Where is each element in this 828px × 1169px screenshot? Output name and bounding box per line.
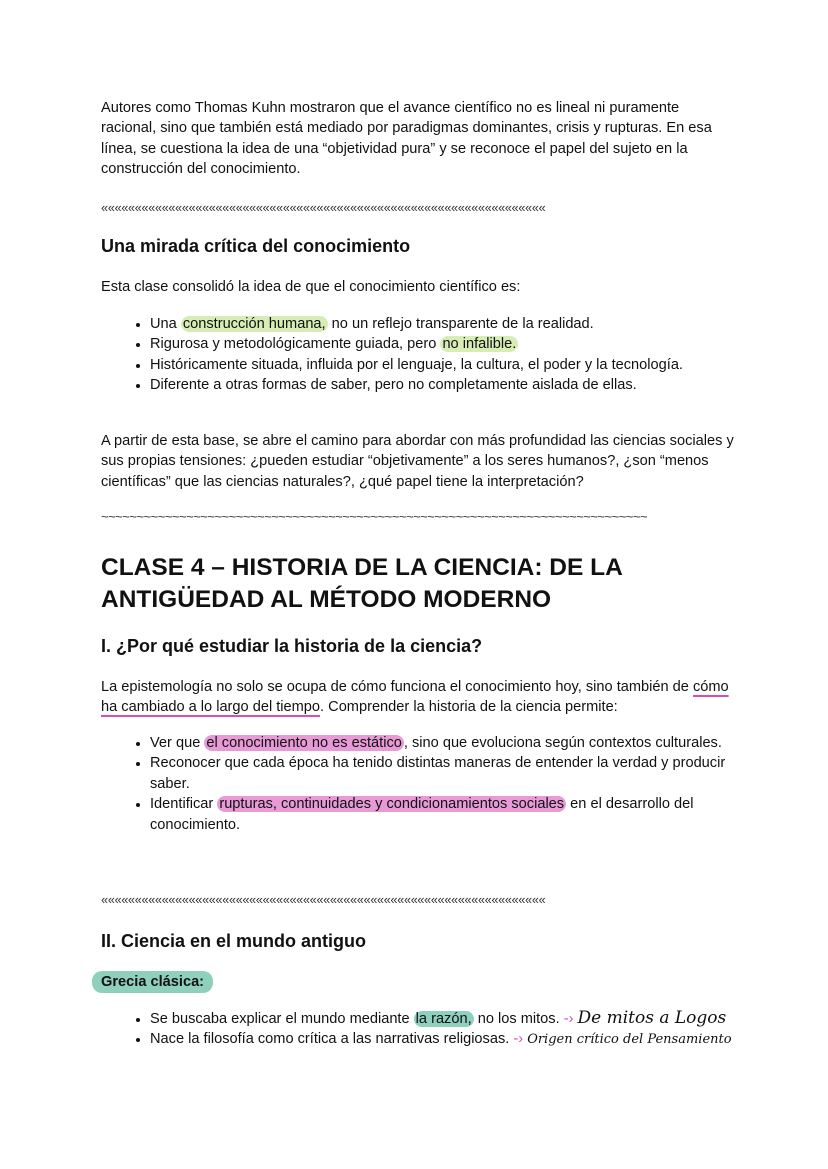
- paragraph: Esta clase consolidó la idea de que el conocimiento científico es:: [101, 279, 521, 295]
- list-item: • Reconocer que cada época ha tenido distintas maneras de entender la verdad y producir saber.: [150, 753, 726, 794]
- text: Se buscaba explicar el mundo mediante: [150, 1011, 414, 1027]
- highlight: el conocimiento no es estático: [206, 735, 402, 751]
- text: en el desarrollo del conocimiento.: [150, 796, 694, 833]
- list-item: [150, 1008, 801, 1029]
- arrow-icon: -›: [513, 1031, 524, 1048]
- separator: ~~~~~~~~~~~~~~~~~~~~~~~~~~~~~~~~~~~~~~~~~~~~~~~~~~~~~~~~~~~~~~~~~~~~~~~~~~~~~: [101, 509, 648, 524]
- text: Una: [150, 316, 181, 332]
- page-title: CLASE 4 – HISTORIA DE LA CIENCIA: DE LA ANTIGÜEDAD AL MÉTODO MODERNO: [101, 554, 622, 613]
- bullet-list: [101, 1008, 801, 1051]
- arrow-icon: -›: [563, 1011, 574, 1027]
- list-item: [150, 1029, 801, 1050]
- text: . Comprender la historia de la ciencia permite:: [320, 699, 618, 716]
- label-highlight: Grecia clásica:: [92, 971, 213, 993]
- text: Nace la filosofía como crítica a las narrativas religiosas.: [150, 1031, 510, 1048]
- section-heading: II. Ciencia en el mundo antiguo: [101, 931, 367, 951]
- separator: ««««««««««««««««««««««««««««««««««««««««««««««««««««««««««««««««««: [101, 892, 546, 907]
- list-item: [150, 334, 736, 354]
- list-item: • Históricamente situada, influida por el lenguaje, la cultura, el poder y la tecnología.: [150, 355, 736, 375]
- text: Rigurosa y metodológicamente guiada, pero: [150, 336, 441, 353]
- text: Identificar: [150, 796, 218, 813]
- highlight: la razón,: [415, 1011, 472, 1027]
- text: no los mitos.: [473, 1011, 560, 1027]
- handwritten-note: De mitos a Logos: [577, 1008, 727, 1028]
- highlight: rupturas, continuidades y condicionamientos sociales: [219, 796, 565, 813]
- list-item: • Diferente a otras formas de saber, pero no completamente aislada de ellas.: [150, 375, 736, 395]
- underlined-text: cómo ha cambiado a lo largo del tiempo: [101, 679, 729, 716]
- list-item: [150, 733, 726, 753]
- bullet-list: [101, 733, 726, 835]
- text: La epistemología no solo se ocupa de cómo funciona el conocimiento hoy, sino también de: [101, 679, 693, 695]
- separator: ««««««««««««««««««««««««««««««««««««««««««««««««««««««««««««««««««: [101, 200, 546, 215]
- text: no un reflejo transparente de la realidad.: [327, 316, 594, 332]
- section-heading: Una mirada crítica del conocimiento: [101, 236, 411, 256]
- bullet-list: [101, 314, 736, 396]
- paragraph: A partir de esta base, se abre el camino para abordar con más profundidad las ciencias sociales y sus propias tensiones: ¿pueden estudiar “objetivamente” a los seres humanos?, ¿son “menos científicas” que las ciencias naturales?, ¿qué papel tiene la interpretación?: [101, 433, 734, 490]
- text: Ver que: [150, 735, 205, 751]
- handwritten-note: Origen crítico del Pensamiento: [527, 1032, 732, 1048]
- list-item: [150, 794, 726, 835]
- section-heading: I. ¿Por qué estudiar la historia de la ciencia?: [101, 636, 483, 656]
- paragraph: [101, 677, 736, 718]
- intro-paragraph: Autores como Thomas Kuhn mostraron que el avance científico no es lineal ni puramente racional, sino que también está mediado por paradigmas dominantes, crisis y rupturas. En esa línea, se cuestiona la idea de una “objetividad pura” y se reconoce el papel del sujeto en la construcción del conocimiento.: [101, 100, 712, 178]
- text: , sino que evoluciona según contextos culturales.: [403, 735, 722, 751]
- list-item: [150, 314, 736, 334]
- highlight: construcción humana,: [182, 316, 326, 332]
- highlight: no infalible.: [442, 336, 517, 353]
